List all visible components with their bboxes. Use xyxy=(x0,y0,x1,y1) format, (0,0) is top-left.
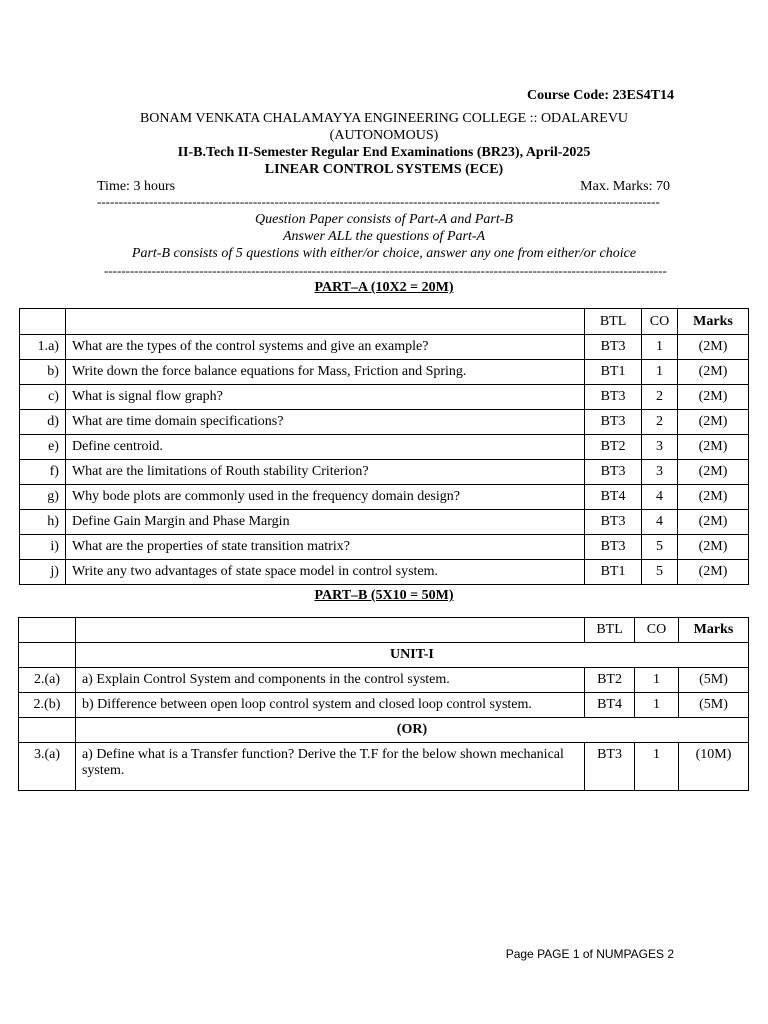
question-number: 2.(a) xyxy=(19,668,76,693)
table-header-row xyxy=(20,309,749,335)
or-label: (OR) xyxy=(75,718,748,743)
marks-value: (2M) xyxy=(678,535,749,560)
btl-value: BT2 xyxy=(585,435,642,460)
btl-value: BT1 xyxy=(585,560,642,585)
header-marks: Marks xyxy=(679,618,749,643)
question-text: Define Gain Margin and Phase Margin xyxy=(65,510,584,535)
table-row xyxy=(20,435,749,460)
unit-label: UNIT-I xyxy=(75,643,748,668)
question-text: Write any two advantages of state space model in control system. xyxy=(65,560,584,585)
exam-duration: Time: 3 hours xyxy=(97,179,176,194)
question-number: 3.(a) xyxy=(19,743,76,791)
marks-value: (10M) xyxy=(679,743,749,791)
question-number: f) xyxy=(20,460,66,485)
course-code: Course Code: 23ES4T14 xyxy=(526,88,674,103)
question-number: c) xyxy=(20,385,66,410)
question-text: Write down the force balance equations for Mass, Friction and Spring. xyxy=(65,360,584,385)
table-row xyxy=(20,335,749,360)
header-no xyxy=(19,618,76,643)
btl-value: BT3 xyxy=(585,743,635,791)
part-b-title: PART–B (5X10 = 50M) xyxy=(314,588,454,603)
header-marks: Marks xyxy=(678,309,749,335)
co-value: 1 xyxy=(635,668,679,693)
question-number: j) xyxy=(20,560,66,585)
marks-value: (2M) xyxy=(678,485,749,510)
question-number: e) xyxy=(20,435,66,460)
table-row xyxy=(20,360,749,385)
marks-value: (2M) xyxy=(678,410,749,435)
question-text: a) Explain Control System and components in the control system. xyxy=(75,668,584,693)
question-text: a) Define what is a Transfer function? Derive the T.F for the below shown mechanical system. xyxy=(75,743,584,791)
co-value: 2 xyxy=(642,385,678,410)
empty-cell xyxy=(19,718,76,743)
table-row xyxy=(19,743,749,791)
marks-value: (2M) xyxy=(678,435,749,460)
marks-value: (5M) xyxy=(679,668,749,693)
unit-row xyxy=(19,643,749,668)
question-text: Why bode plots are commonly used in the frequency domain design? xyxy=(65,485,584,510)
co-value: 2 xyxy=(642,410,678,435)
co-value: 4 xyxy=(642,510,678,535)
subject-title: LINEAR CONTROL SYSTEMS (ECE) xyxy=(264,162,504,177)
marks-value: (2M) xyxy=(678,360,749,385)
co-value: 4 xyxy=(642,485,678,510)
table-row xyxy=(20,560,749,585)
question-number: 1.a) xyxy=(20,335,66,360)
question-text: What are the properties of state transition matrix? xyxy=(65,535,584,560)
exam-title: II-B.Tech II-Semester Regular End Examinations (BR23), April-2025 xyxy=(177,145,591,160)
question-text: What is signal flow graph? xyxy=(65,385,584,410)
btl-value: BT3 xyxy=(585,460,642,485)
empty-cell xyxy=(19,643,76,668)
question-text: What are the limitations of Routh stability Criterion? xyxy=(65,460,584,485)
question-number: g) xyxy=(20,485,66,510)
header-question xyxy=(65,309,584,335)
table-row xyxy=(19,693,749,718)
question-number: b) xyxy=(20,360,66,385)
btl-value: BT3 xyxy=(585,335,642,360)
header-no xyxy=(20,309,66,335)
part-a-table xyxy=(19,308,749,585)
or-row xyxy=(19,718,749,743)
header-co: CO xyxy=(642,309,678,335)
separator-line: ---------------------------------------------------------------------------------------------------------------------------------- xyxy=(97,194,660,209)
table-row xyxy=(20,535,749,560)
separator-line: ---------------------------------------------------------------------------------------------------------------------------------- xyxy=(104,263,667,278)
header-btl: BTL xyxy=(585,618,635,643)
marks-value: (2M) xyxy=(678,560,749,585)
question-number: 2.(b) xyxy=(19,693,76,718)
table-header-row xyxy=(19,618,749,643)
table-row xyxy=(19,668,749,693)
co-value: 3 xyxy=(642,460,678,485)
max-marks: Max. Marks: 70 xyxy=(580,179,670,194)
question-text: b) Difference between open loop control system and closed loop control system. xyxy=(75,693,584,718)
marks-value: (2M) xyxy=(678,510,749,535)
marks-value: (5M) xyxy=(679,693,749,718)
table-row xyxy=(20,510,749,535)
co-value: 3 xyxy=(642,435,678,460)
header-btl: BTL xyxy=(585,309,642,335)
marks-value: (2M) xyxy=(678,335,749,360)
question-text: What are the types of the control systems and give an example? xyxy=(65,335,584,360)
instruction-line: Part-B consists of 5 questions with either/or choice, answer any one from either/or choice xyxy=(131,246,637,261)
instruction-line: Answer ALL the questions of Part-A xyxy=(282,229,486,244)
co-value: 1 xyxy=(635,743,679,791)
question-text: What are time domain specifications? xyxy=(65,410,584,435)
marks-value: (2M) xyxy=(678,460,749,485)
header-question xyxy=(75,618,584,643)
header-co: CO xyxy=(635,618,679,643)
table-row xyxy=(20,410,749,435)
table-row xyxy=(20,485,749,510)
part-b-table xyxy=(18,617,749,791)
btl-value: BT4 xyxy=(585,485,642,510)
table-row xyxy=(20,460,749,485)
btl-value: BT2 xyxy=(585,668,635,693)
question-text: Define centroid. xyxy=(65,435,584,460)
btl-value: BT4 xyxy=(585,693,635,718)
question-number: d) xyxy=(20,410,66,435)
co-value: 1 xyxy=(642,335,678,360)
college-name: BONAM VENKATA CHALAMAYYA ENGINEERING COLLEGE :: ODALAREVU xyxy=(139,111,629,126)
btl-value: BT3 xyxy=(585,510,642,535)
btl-value: BT3 xyxy=(585,385,642,410)
autonomous-label: (AUTONOMOUS) xyxy=(329,128,439,143)
table-row xyxy=(20,385,749,410)
instruction-line: Question Paper consists of Part-A and Part-B xyxy=(255,212,513,227)
co-value: 5 xyxy=(642,535,678,560)
part-a-title: PART–A (10X2 = 20M) xyxy=(314,280,454,295)
question-number: h) xyxy=(20,510,66,535)
question-number: i) xyxy=(20,535,66,560)
marks-value: (2M) xyxy=(678,385,749,410)
page-footer: Page PAGE 1 of NUMPAGES 2 xyxy=(505,947,674,961)
co-value: 1 xyxy=(642,360,678,385)
co-value: 1 xyxy=(635,693,679,718)
co-value: 5 xyxy=(642,560,678,585)
btl-value: BT1 xyxy=(585,360,642,385)
btl-value: BT3 xyxy=(585,535,642,560)
btl-value: BT3 xyxy=(585,410,642,435)
